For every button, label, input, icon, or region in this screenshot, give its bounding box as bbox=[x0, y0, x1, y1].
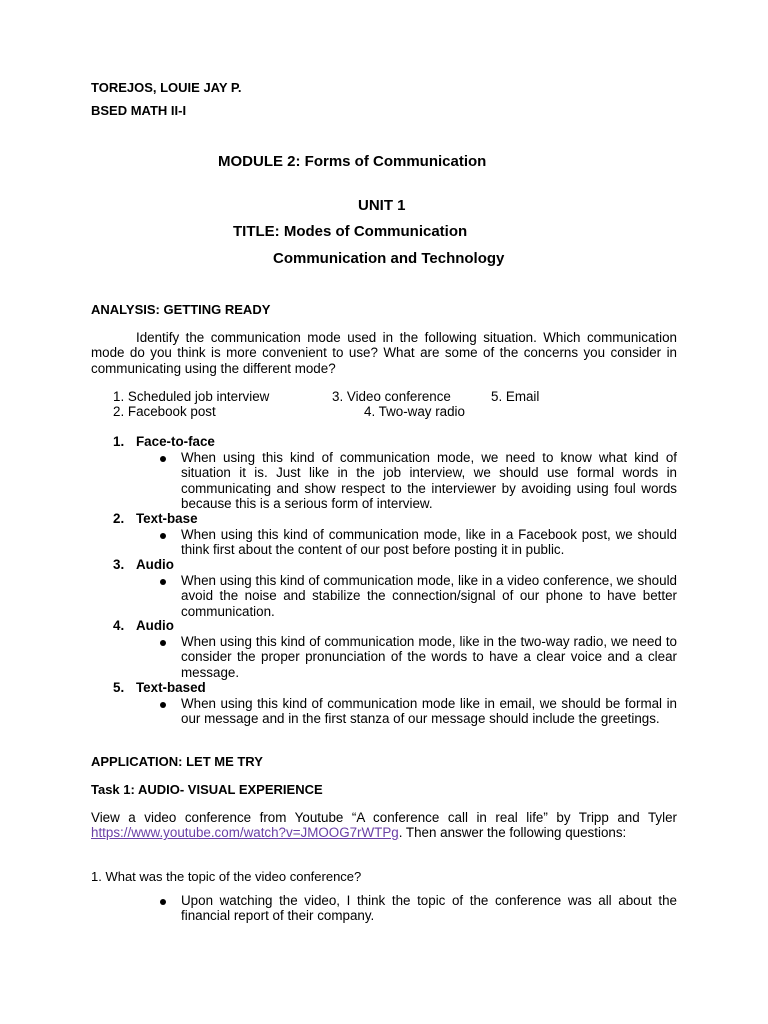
answer-mode: Face-to-face bbox=[136, 434, 215, 449]
unit-title: UNIT 1 bbox=[358, 197, 406, 214]
situation-4: 4. Two-way radio bbox=[364, 404, 465, 419]
answer-text: When using this kind of communication mode, like in a video conference, we should avoid the noise and stabilize the connection/signal of our phone to have better communication. bbox=[181, 573, 677, 619]
answer-mode: Text-base bbox=[136, 511, 198, 526]
lesson-title: TITLE: Modes of Communication bbox=[233, 223, 468, 240]
answer-text: When using this kind of communication mode, like in a Facebook post, we should think first about the content of our post before posting it in public. bbox=[181, 527, 677, 558]
task-instruction bbox=[91, 810, 677, 841]
situation-3: 3. Video conference bbox=[332, 389, 451, 404]
analysis-heading: ANALYSIS: GETTING READY bbox=[91, 302, 271, 317]
answer-text: When using this kind of communication mode like in email, we should be formal in our message and in the first stanza of our message should include the greetings. bbox=[181, 696, 677, 727]
answer-1-text: Upon watching the video, I think the topic of the conference was all about the financial report of their company. bbox=[181, 893, 677, 924]
youtube-link[interactable]: https://www.youtube.com/watch?v=JMOOG7rWTPg bbox=[91, 825, 399, 841]
module-title: MODULE 2: Forms of Communication bbox=[218, 153, 487, 170]
student-name: TOREJOS, LOUIE JAY P. bbox=[91, 80, 242, 95]
answer-text: When using this kind of communication mode, like in the two-way radio, we need to consider the proper pronunciation of the words to have a clear voice and a clear message. bbox=[181, 634, 677, 680]
answer-number: 3. bbox=[113, 557, 125, 572]
analysis-intro bbox=[91, 330, 677, 376]
question-1: 1. What was the topic of the video conference? bbox=[91, 869, 362, 884]
answer-number: 1. bbox=[113, 434, 125, 449]
task-heading: Task 1: AUDIO- VISUAL EXPERIENCE bbox=[91, 782, 323, 797]
instruction-text: View a video conference from Youtube “A conference call in real life” by Tripp and Tyler bbox=[91, 810, 677, 825]
answer-number: 2. bbox=[113, 511, 125, 526]
answer-number: 5. bbox=[113, 680, 125, 695]
analysis-intro-text: Identify the communication mode used in the following situation. Which communication mode do you think is more convenient to use? What are some of the concerns you consider in communicating using the different mode? bbox=[91, 330, 677, 376]
instruction-text-end: . Then answer the following questions: bbox=[398, 825, 627, 841]
answer-text: When using this kind of communication mode, we need to know what kind of situation it is. Just like in the job interview, we should use formal words in communicating and show respect to the interviewer by avoiding using foul words because this is a serious form of interview. bbox=[181, 450, 677, 512]
application-heading: APPLICATION: LET ME TRY bbox=[91, 754, 263, 769]
answer-number: 4. bbox=[113, 618, 125, 633]
answer-mode: Audio bbox=[136, 618, 174, 633]
situation-1: 1. Scheduled job interview bbox=[113, 389, 270, 404]
situation-2: 2. Facebook post bbox=[113, 404, 216, 419]
bullet-icon bbox=[160, 456, 166, 462]
course-section: BSED MATH II-I bbox=[91, 103, 187, 118]
bullet-icon bbox=[160, 899, 166, 905]
answer-mode: Audio bbox=[136, 557, 174, 572]
bullet-icon bbox=[160, 702, 166, 708]
bullet-icon bbox=[160, 579, 166, 585]
situation-5: 5. Email bbox=[491, 389, 540, 404]
lesson-subtitle: Communication and Technology bbox=[273, 250, 505, 267]
answer-mode: Text-based bbox=[136, 680, 206, 695]
bullet-icon bbox=[160, 640, 166, 646]
bullet-icon bbox=[160, 533, 166, 539]
